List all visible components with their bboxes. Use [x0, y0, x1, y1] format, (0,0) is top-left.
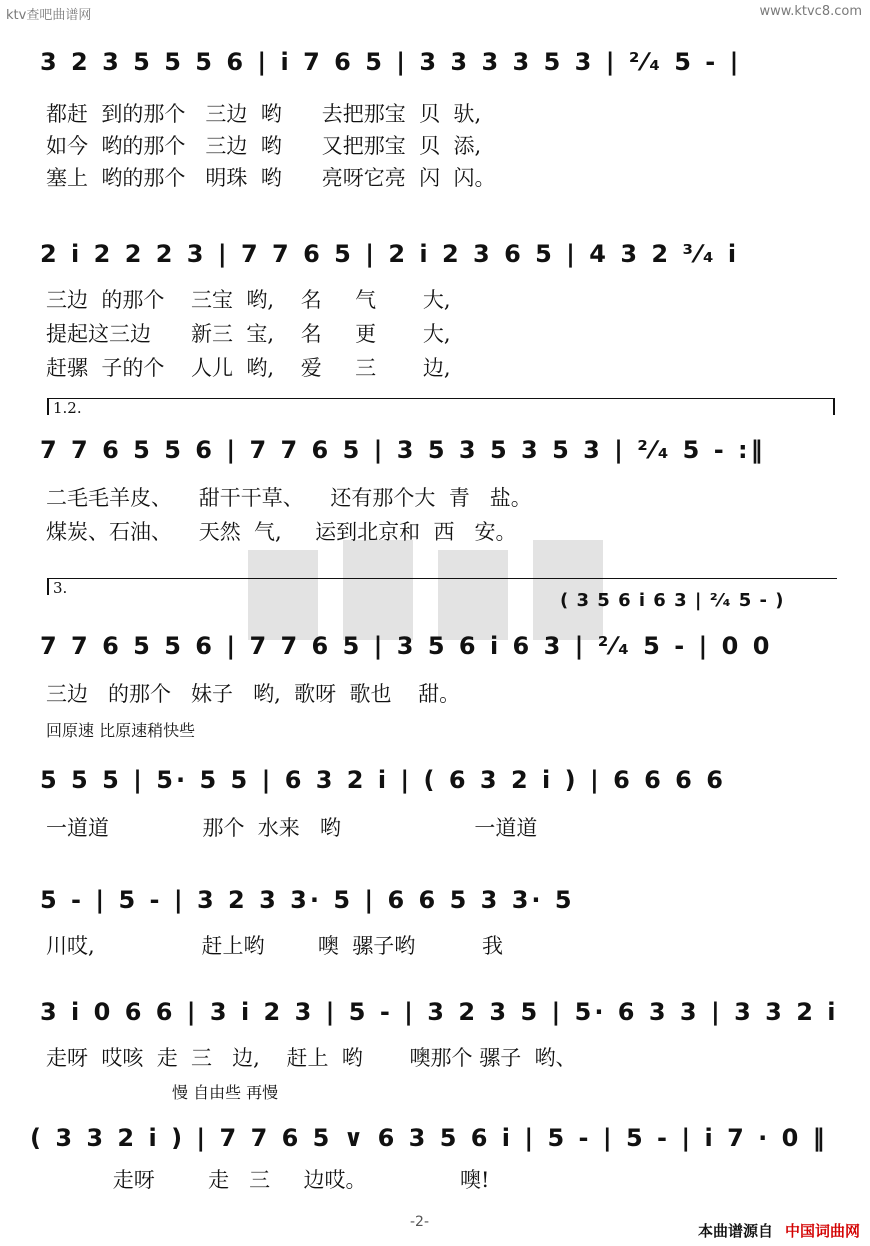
lyric-line-1: 走呀 哎咳 走 三 边, 赶上 哟 噢那个 骡子 哟、 [46, 1046, 577, 1070]
notation-line: 3 2 3 5 5 5 6 | i 7 6 5 | 3 3 3 3 5 3 | ²⁄₄ 5 - | [40, 48, 742, 76]
source-credit [698, 1220, 860, 1241]
lyric-line-1: 川哎, 赶上哟 噢 骡子哟 我 [46, 934, 503, 958]
page-number: -2- [410, 1214, 430, 1230]
lyric-line-1: 三边 的那个 妹子 哟, 歌呀 歌也 甜。 [46, 682, 461, 706]
notation-line: 5 5 5 | 5· 5 5 | 6 3 2 i | ( 6 3 2 i ) | 6 6 6 6 [40, 766, 726, 794]
notation-line: 7 7 6 5 5 6 | 7 7 6 5 | 3 5 6 i 6 3 | ²⁄₄ 5 - | 0 0 [40, 632, 773, 660]
notation-line: 3 i 0 6 6 | 3 i 2 3 | 5 - | 3 2 3 5 | 5· 6 3 3 | 3 3 2 i [40, 998, 839, 1026]
lyric-line-2: 煤炭、石油、 天然 气, 运到北京和 西 安。 [46, 520, 517, 544]
lyric-line-2: 如今 哟的那个 三边 哟 又把那宝 贝 添, [46, 134, 482, 158]
lyric-line-2: 提起这三边 新三 宝, 名 更 大, [46, 322, 451, 346]
lyric-line-1: 都赶 到的那个 三边 哟 去把那宝 贝 驮, [46, 102, 482, 126]
notation-line: 2 i 2 2 2 3 | 7 7 6 5 | 2 i 2 3 6 5 | 4 3 2 ³⁄₄ i [40, 240, 740, 268]
site-logo-left[interactable]: ktv查吧曲谱网 [6, 8, 92, 23]
tempo-marking-2: 慢 自由些 再慢 [172, 1083, 279, 1102]
notation-line: ( 3 3 2 i ) | 7 7 6 5 ∨ 6 3 5 6 i | 5 - | 5 - | i 7 · 0 ‖ [30, 1124, 828, 1152]
lyric-line-1: 走呀 走 三 边哎。 噢! [46, 1168, 490, 1192]
lyric-line-1: 一道道 那个 水来 哟 一道道 [46, 816, 538, 840]
site-url-right[interactable]: www.ktvc8.com [759, 4, 862, 19]
source-link[interactable]: 中国词曲网 [784, 1222, 860, 1240]
notation-line: 5 - | 5 - | 3 2 3 3· 5 | 6 6 5 3 3· 5 [40, 886, 575, 914]
source-prefix: 本曲谱源自 [697, 1222, 773, 1240]
tempo-marking-1: 回原速 比原速稍快些 [46, 721, 196, 740]
lyric-line-1: 三边 的那个 三宝 哟, 名 气 大, [46, 288, 451, 312]
lyric-line-3: 赶骡 子的个 人儿 哟, 爱 三 边, [46, 356, 451, 380]
volta-bracket-1-2: 1.2. [47, 398, 835, 415]
volta-bracket-3: 3. [47, 578, 837, 595]
notation-line: 7 7 6 5 5 6 | 7 7 6 5 | 3 5 3 5 3 5 3 | ²⁄₄ 5 - :‖ [40, 436, 766, 464]
lyric-line-3: 塞上 哟的那个 明珠 哟 亮呀它亮 闪 闪。 [46, 166, 496, 190]
lyric-line-1: 二毛毛羊皮、 甜干干草、 还有那个大 青 盐。 [46, 486, 532, 510]
intro-phrase: ( 3 5 6 i 6 3 | ²⁄₄ 5 - ) [560, 590, 785, 611]
